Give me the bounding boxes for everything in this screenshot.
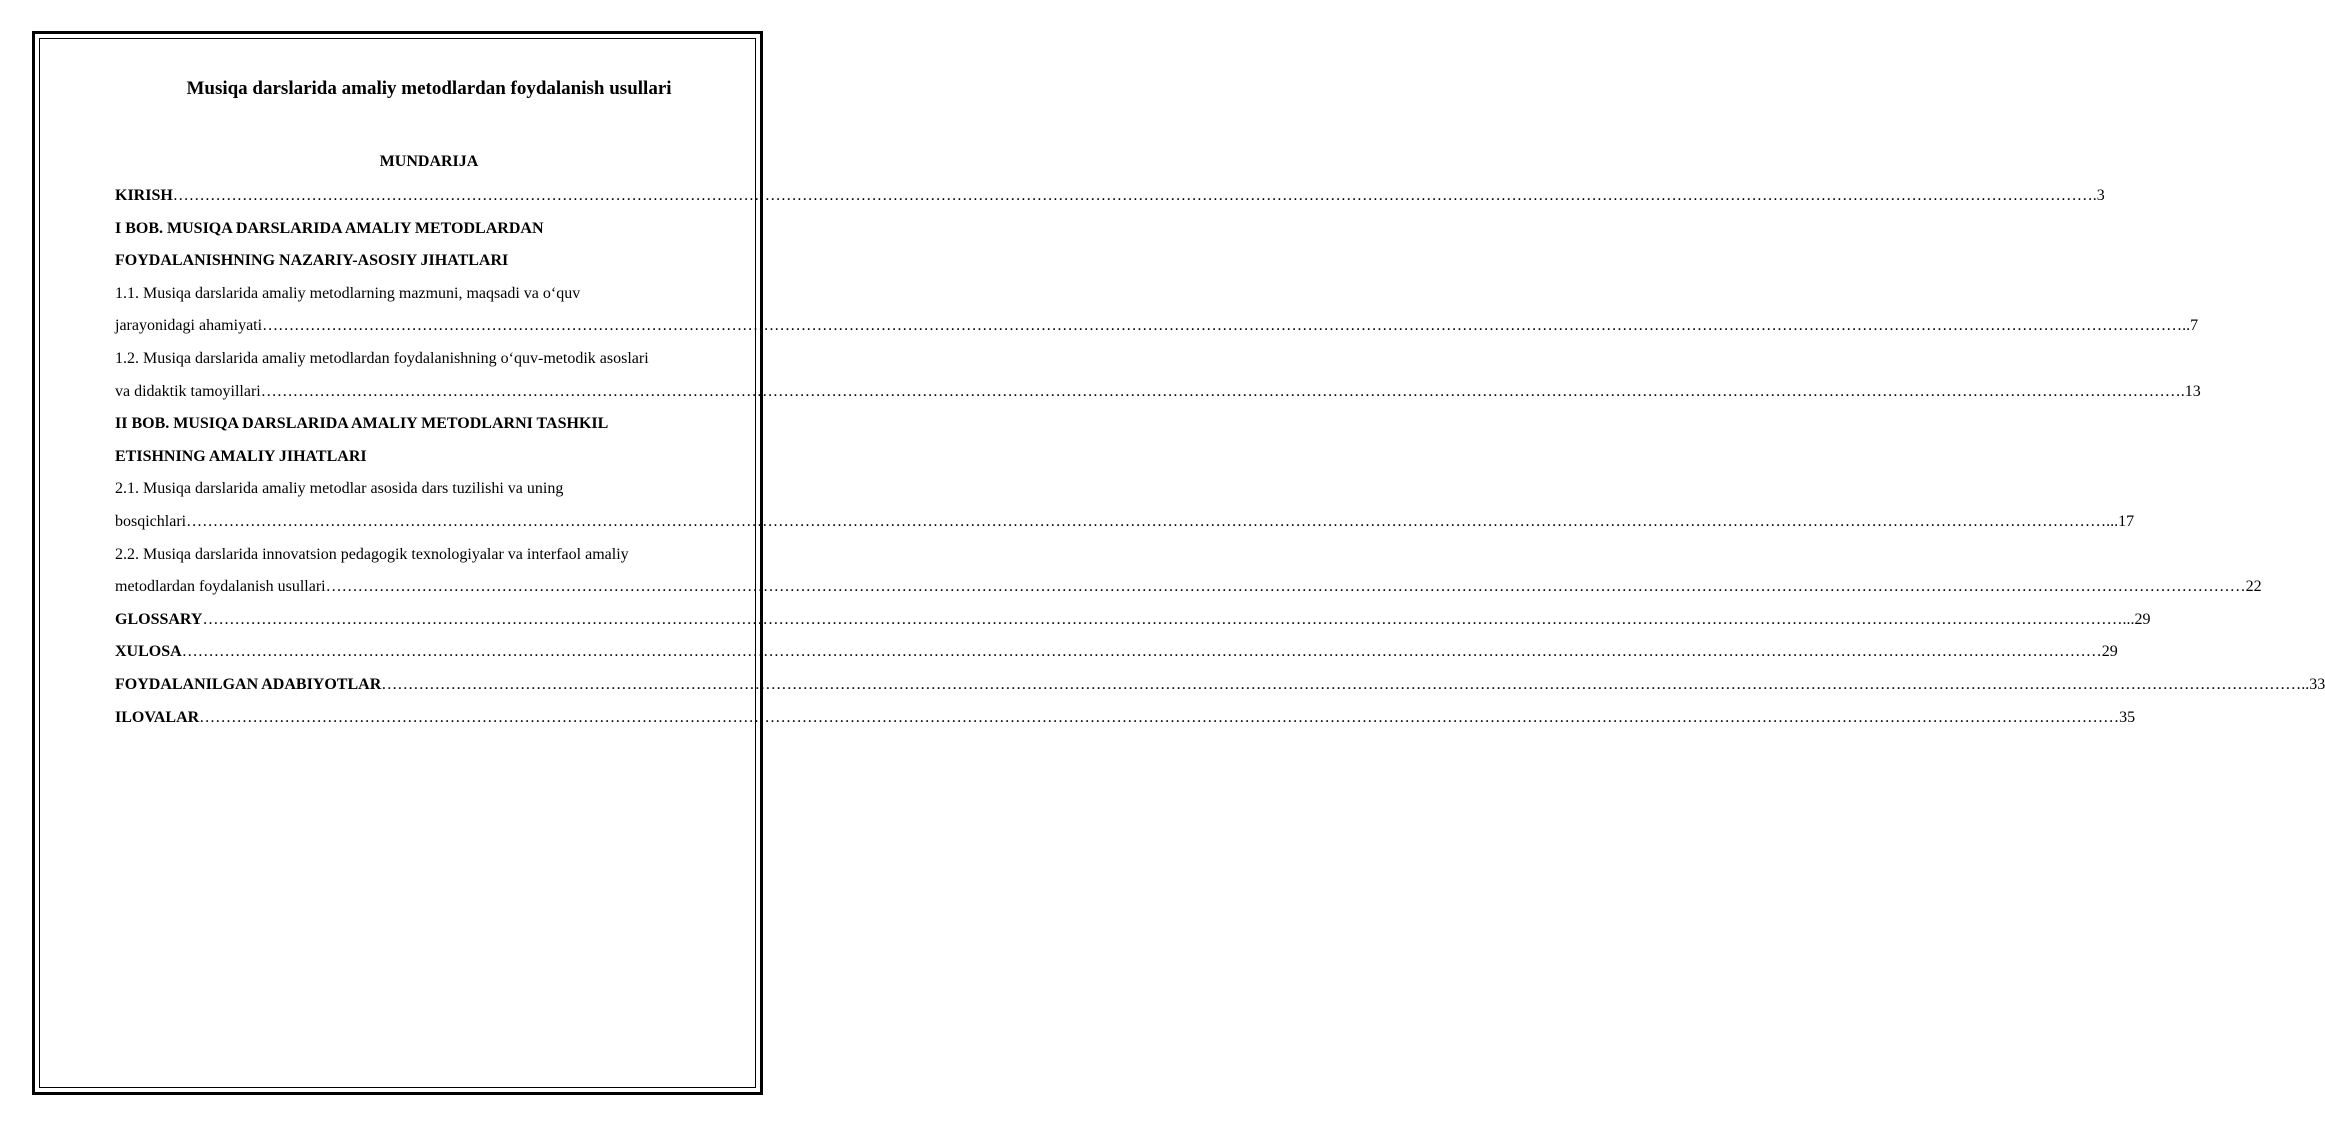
toc-section-2-1-line-1: 2.1. Musiqa darslarida amaliy metodlar asosida dars tuzilishi va uning [115,480,564,498]
dot-leader: ……………………………………………………………………………………………………………………………………………………………………………………………………………………………………………………………………………………………………………………………… [381,675,2302,693]
dot-leader: ……………………………………………………………………………………………………………………………………………………………………………………………………………………………………………………………………………………………………………………………… [202,610,2123,628]
toc-section-1-1-line-2 [115,310,2199,343]
toc-section-2-2-line-2 [115,571,2262,604]
toc-entry-label: KIRISH [115,187,173,204]
toc-entry-label: ILOVALAR [115,708,200,726]
dot-leader: ……………………………………………………………………………………………………………………………………………………………………………………………………………………………………………………………………………………………………………………………… [172,187,2093,204]
toc-section-2-1-line-2 [115,506,2135,539]
toc-entry-page: ...29 [2122,610,2151,628]
dot-leader: ……………………………………………………………………………………………………………………………………………………………………………………………………………………………………………………………………………………………………………………………… [262,317,2183,335]
toc-entry-page: ..33 [2301,675,2325,693]
toc-section-2-2-line-1: 2.2. Musiqa darslarida innovatsion pedagogik texnologiyalar va interfaol amaliy [115,545,629,563]
toc-entry-label: FOYDALANILGAN ADABIYOTLAR [115,675,382,693]
toc-entry-xulosa [115,636,2118,669]
toc-entry-label: va didaktik tamoyillari [115,382,261,400]
toc-entry-ilovalar [115,702,2136,735]
toc-entry-page: .3 [2092,187,2105,204]
toc-section-1-2-line-1: 1.2. Musiqa darslarida amaliy metodlardan foydalanishning o‘quv-metodik asoslari [115,349,649,367]
toc-entry-page: 29 [2101,643,2118,661]
toc-entry-label: jarayonidagi ahamiyati [115,317,263,335]
toc-chapter-2-line-1: II BOB. MUSIQA DARSLARIDA AMALIY METODLARNI TASHKIL [115,415,609,433]
toc-entry-label: XULOSA [115,643,182,661]
toc-heading: MUNDARIJA [379,153,479,170]
toc-entry-page: .13 [2180,382,2201,400]
toc-section-1-1-line-1: 1.1. Musiqa darslarida amaliy metodlarning mazmuni, maqsadi va o‘quv [115,284,581,302]
dot-leader: ……………………………………………………………………………………………………………………………………………………………………………………………………………………………………………………………………………………………………………………………… [181,643,2102,661]
toc-entry-glossary [115,604,2151,637]
toc-chapter-1-line-2: FOYDALANISHNING NAZARIY-ASOSIY JIHATLARI [115,252,509,270]
toc-entry-label: bosqichlari [115,512,187,530]
toc-entry-label: metodlardan foydalanish usullari [115,578,326,596]
document-title: Musiqa darslarida amaliy metodlardan foydalanish usullari [186,78,672,99]
toc-entry-page: ..7 [2182,317,2199,335]
toc-entry-page: ...17 [2106,512,2135,530]
toc-entry-kirish [115,180,2105,213]
toc-chapter-2-line-2: ETISHNING AMALIY JIHATLARI [115,447,367,465]
toc-chapter-1-line-1: I BOB. MUSIQA DARSLARIDA AMALIY METODLARDAN [115,219,544,237]
table-of-contents [115,180,2325,734]
toc-section-1-2-line-2 [115,376,2201,409]
toc-entry-page: 22 [2245,578,2262,596]
dot-leader: ……………………………………………………………………………………………………………………………………………………………………………………………………………………………………………………………………………………………………………………………… [260,382,2181,400]
dot-leader: ……………………………………………………………………………………………………………………………………………………………………………………………………………………………………………………………………………………………………………………………… [186,512,2107,530]
dot-leader: ……………………………………………………………………………………………………………………………………………………………………………………………………………………………………………………………………………………………………………………………… [325,578,2246,596]
toc-entry-page: 35 [2119,708,2136,726]
toc-entry-label: GLOSSARY [115,610,203,628]
toc-entry-adabiyotlar [115,669,2325,702]
dot-leader: ……………………………………………………………………………………………………………………………………………………………………………………………………………………………………………………………………………………………………………………………… [199,708,2120,726]
